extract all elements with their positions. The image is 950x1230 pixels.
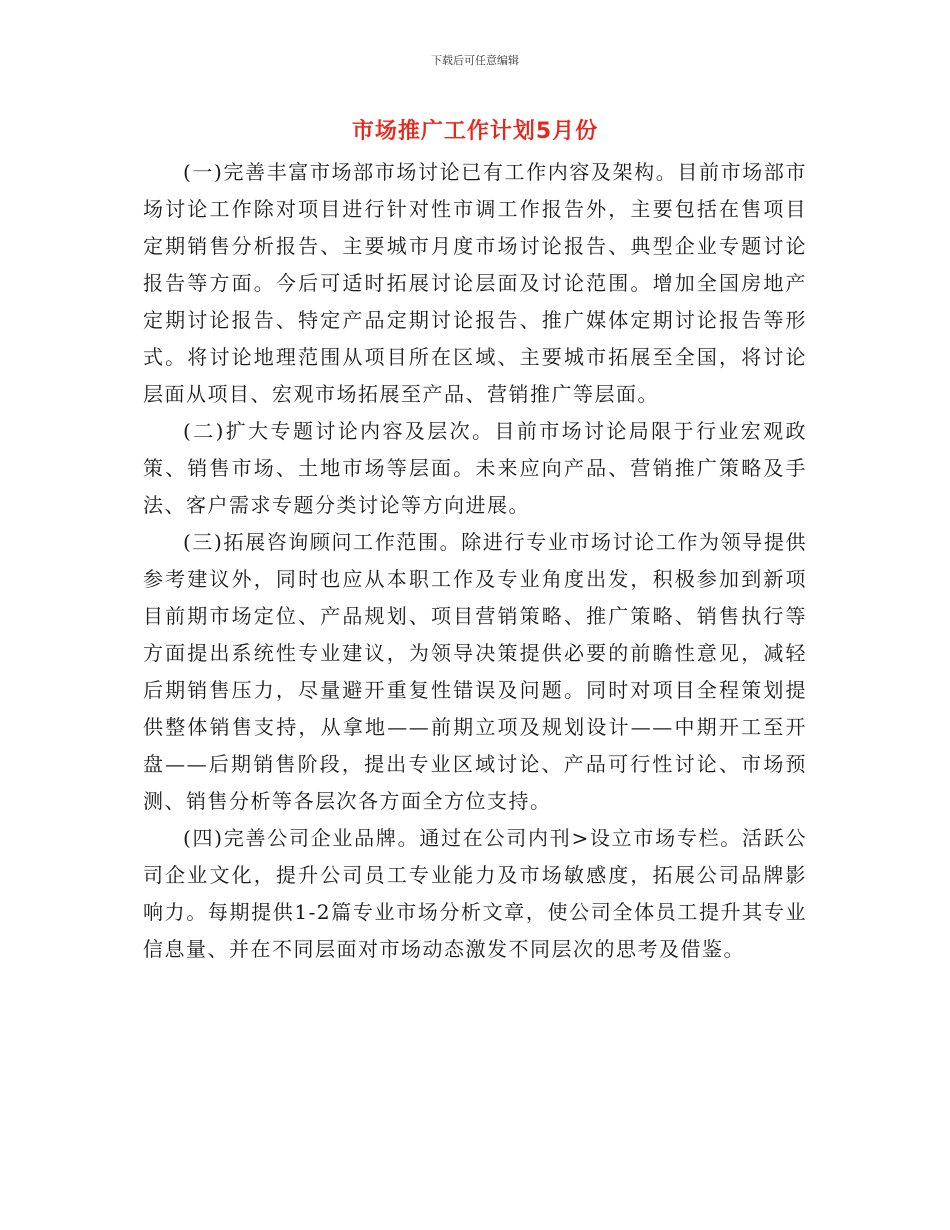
document-body [143,154,807,968]
paragraph-3: (三)拓展咨询顾问工作范围。除进行专业市场讨论工作为领导提供参考建议外，同时也应从本职工作及专业角度出发，积极参加到新项目前期市场定位、产品规划、项目营销策略、推广策略、销售执行等方面提出系统性专业建议，为领导决策提供必要的前瞻性意见，减轻后期销售压力，尽量避开重复性错误及问题。同时对项目全程策划提供整体销售支持，从拿地——前期立项及规划设计——中期开工至开盘——后期销售阶段，提出专业区域讨论、产品可行性讨论、市场预测、销售分析等各层次各方面全方位支持。 [143,530,807,813]
document-title: 市场推广工作计划5月份 [351,119,599,144]
paragraph-1: (一)完善丰富市场部市场讨论已有工作内容及架构。目前市场部市场讨论工作除对项目进行针对性市调工作报告外，主要包括在售项目定期销售分析报告、主要城市月度市场讨论报告、典型企业专题讨论报告等方面。今后可适时拓展讨论层面及讨论范围。增加全国房地产定期讨论报告、特定产品定期讨论报告、推广媒体定期讨论报告等形式。将讨论地理范围从项目所在区域、主要城市拓展至全国，将讨论层面从项目、宏观市场拓展至产品、营销推广等层面。 [143,160,807,406]
paragraph-4: (四)完善公司企业品牌。通过在公司内刊>设立市场专栏。活跃公司企业文化，提升公司员工专业能力及市场敏感度，拓展公司品牌影响力。每期提供1-2篇专业市场分析文章，使公司全体员工提升其专业信息量、并在不同层面对市场动态激发不同层次的思考及借鉴。 [143,826,807,961]
paragraph-2: (二)扩大专题讨论内容及层次。目前市场讨论局限于行业宏观政策、销售市场、土地市场等层面。未来应向产品、营销推广策略及手法、客户需求专题分类讨论等方向进展。 [143,419,807,517]
page-header-note: 下载后可任意编辑 [431,54,519,67]
